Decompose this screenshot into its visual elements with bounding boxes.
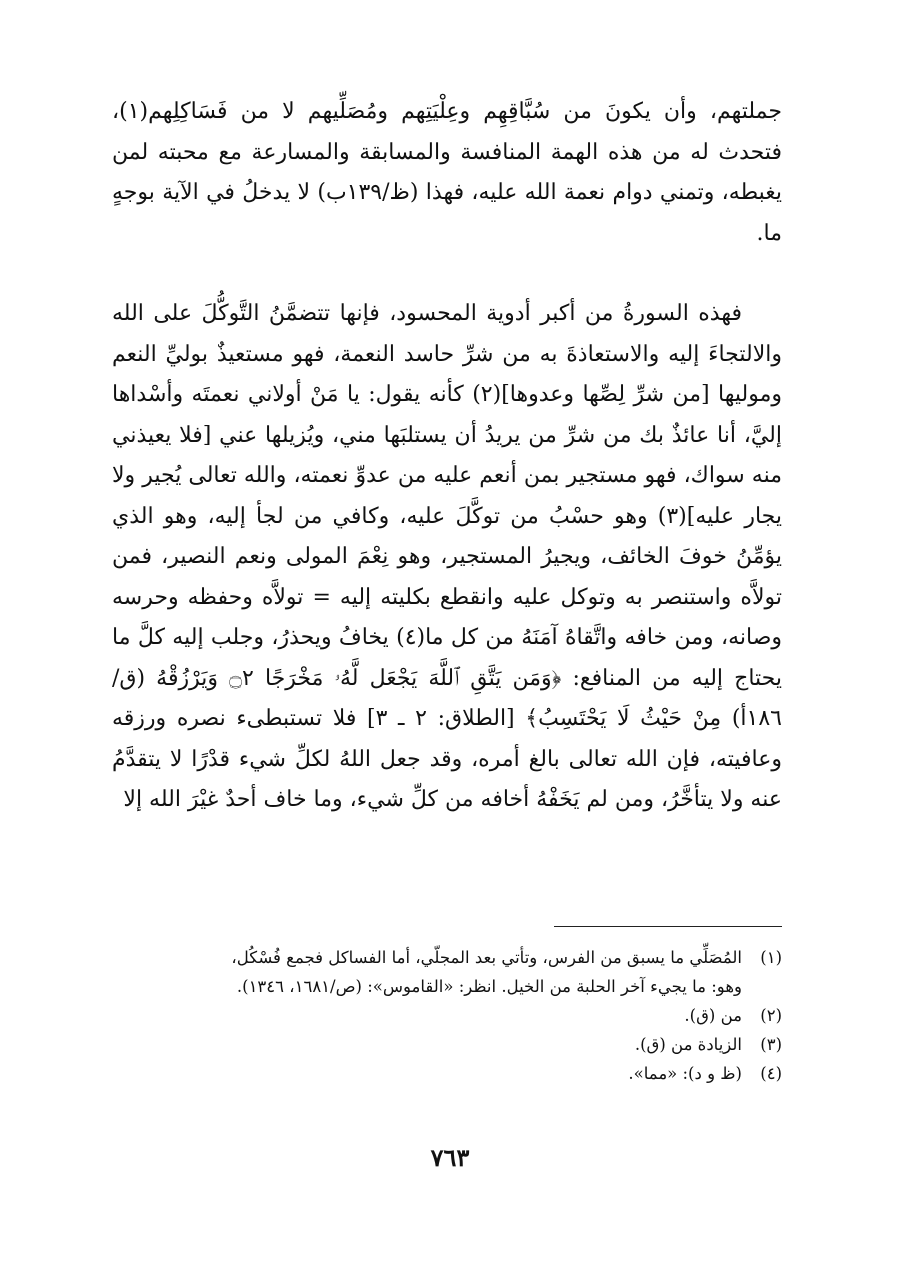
footnote-separator [554,926,782,927]
footnote-text: المُصَلِّي ما يسبق من الفرس، وتأتي بعد المجلّي، أما الفساكل فجمع فُسْكُل، [231,948,742,967]
footnotes [112,943,782,1088]
footnote [112,943,782,972]
footnote-text: (ظ و د): «مما». [628,1064,742,1083]
paragraph: جملتهم، وأن يكونَ من سُبَّاقِهِم وعِلْيَتِهم ومُصَلِّيهم لا من فَسَاكِلِهم(١)، فتحدث له من هذه الهمة المنافسة والمسابقة والمسارعة مع محبته لمن يغبطه، وتمني دوام نعمة الله عليه، فهذا (ظ/١٣٩ب) لا يدخلُ في الآية بوجهٍ ما. [112,99,782,246]
footnote-continuation [112,972,782,1001]
page-number: ٧٦٣ [430,1143,470,1172]
footnote-text: من (ق). [684,1006,742,1025]
footnote-number: (٤) [760,1064,782,1083]
main-text [112,92,782,821]
footnote-number: (١) [760,948,782,967]
footnote-number: (٣) [760,1035,782,1054]
footnote [112,1059,782,1088]
footnote [112,1001,782,1030]
footnote [112,1030,782,1059]
footnote-text: وهو: ما يجيء آخر الحلبة من الخيل. انظر: «القاموس»: (ص/١٦٨١، ١٣٤٦). [236,977,742,996]
footnote-number: (٢) [760,1006,782,1025]
footnote-text: الزيادة من (ق). [634,1035,742,1054]
paragraph: فهذه السورةُ من أكبر أدوية المحسود، فإنها تتضمَّنُ التَّوكُّلَ على الله والالتجاءَ إليه والاستعاذةَ به من شرِّ حاسد النعمة، فهو مستعيذٌ بوليِّ النعم وموليها [من شرِّ لِصِّها وعدوها](٢) كأنه يقول: يا مَنْ أولاني نعمتَه وأسْداها إليَّ، أنا عائذٌ بك من شرِّ من يريدُ أن يستلبَها مني، ويُزيلها عني [فلا يعيذني منه سواك، فهو مستجير بمن أنعم عليه من عدوِّ نعمته، والله تعالى يُجير ولا يجار عليه](٣) وهو حسْبُ من توكَّلَ عليه، وكافي من لجأ إليه، وهو الذي يؤمِّنُ خوفَ الخائف، ويجيرُ المستجير، وهو نِعْمَ المولى ونعم النصير، فمن تولاَّه واستنصر به وتوكل عليه وانقطع بكليته إليه = تولاَّه وحفظه وحرسه وصانه، ومن خافه واتَّقاهُ آمَنَهُ من كل ما(٤) يخافُ ويحذرُ، وجلب إليه كلَّ ما يحتاج إليه من المنافع: ﴿وَمَن يَتَّقِ ٱللَّهَ يَجْعَل لَّهُۥ مَخْرَجًا ۝٢ وَيَرْزُقْهُ (ق/١٨٦أ) مِنْ حَيْثُ لَا يَحْتَسِبُ﴾ [الطلاق: ٢ ـ ٣] فلا تستبطىء نصره ورزقه وعافيته، فإن الله تعالى بالغ أمره، وقد جعل اللهُ لكلِّ شيء قدْرًا لا يتقدَّمُ عنه ولا يتأخَّرُ، ومن لم يَخَفْهُ أخافه من كلِّ شيء، وما خاف أحدٌ غيْرَ الله إلا [112,301,783,812]
